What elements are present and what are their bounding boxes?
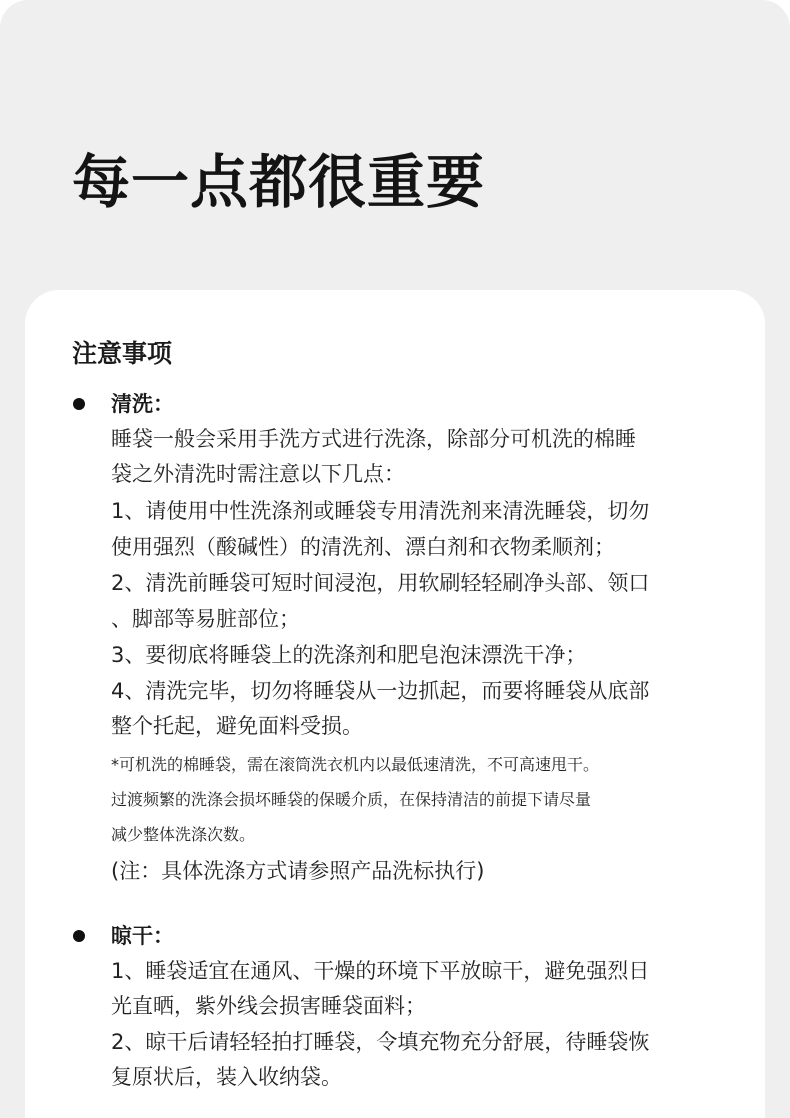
drying-line: 复原状后，装入收纳袋。: [111, 1065, 342, 1089]
bullet-icon: [73, 930, 85, 942]
washing-note: 减少整体洗涤次数。: [111, 825, 256, 844]
washing-note: 过渡频繁的洗涤会损坏睡袋的保暖介质，在保持清洁的前提下请尽量: [111, 790, 592, 809]
washing-line: 1、请使用中性洗涤剂或睡袋专用清洗剂来清洗睡袋，切勿: [111, 499, 650, 523]
washing-line: 3、要彻底将睡袋上的洗涤剂和肥皂泡沫漂洗干净；: [111, 643, 587, 667]
washing-line: 袋之外清洗时需注意以下几点：: [111, 462, 405, 486]
washing-note: *可机洗的棉睡袋，需在滚筒洗衣机内以最低速清洗，不可高速甩干。: [111, 755, 600, 774]
washing-line: 2、清洗前睡袋可短时间浸泡，用软刷轻轻刷净头部、领口: [111, 571, 650, 595]
washing-line: 睡袋一般会采用手洗方式进行洗涤，除部分可机洗的棉睡: [111, 427, 636, 451]
drying-line: 2、晾干后请轻轻拍打睡袋，令填充物充分舒展，待睡袋恢: [111, 1030, 650, 1054]
page-title: 每一点都很重要: [72, 148, 486, 216]
washing-line: 使用强烈（酸碱性）的清洗剂、漂白剂和衣物柔顺剂；: [111, 535, 615, 559]
card-heading: 注意事项: [72, 339, 173, 368]
drying-line: 光直晒，紫外线会损害睡袋面料；: [111, 994, 426, 1018]
drying-label: 晾干：: [111, 924, 174, 948]
washing-line: 整个托起，避免面料受损。: [111, 714, 363, 738]
care-instructions-card: [25, 290, 765, 1118]
washing-line: 、脚部等易脏部位；: [111, 607, 300, 631]
washing-line: 4、清洗完毕，切勿将睡袋从一边抓起，而要将睡袋从底部: [111, 679, 650, 703]
drying-line: 1、睡袋适宜在通风、干燥的环境下平放晾干，避免强烈日: [111, 959, 650, 983]
washing-remark: (注：具体洗涤方式请参照产品洗标执行): [111, 859, 485, 883]
bullet-icon: [73, 398, 85, 410]
washing-label: 清洗：: [111, 392, 174, 416]
